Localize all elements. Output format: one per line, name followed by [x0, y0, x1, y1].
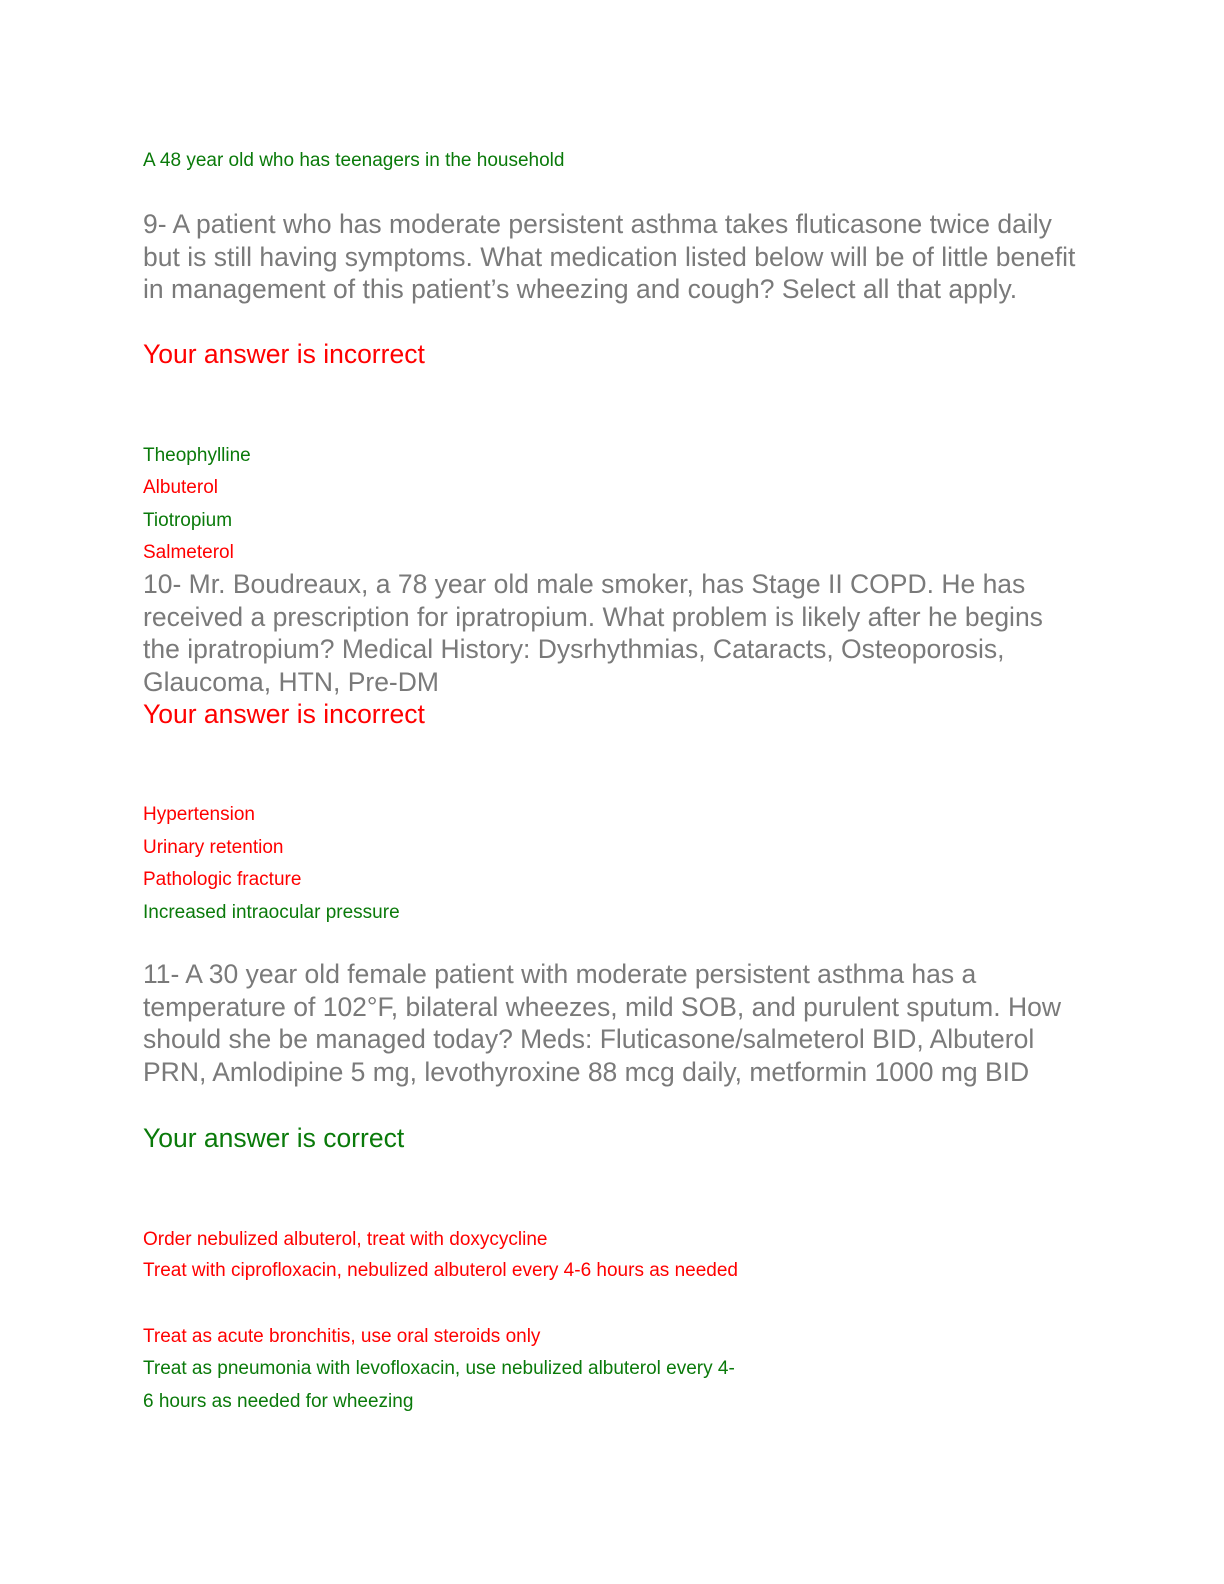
question-10-text: 10- Mr. Boudreaux, a 78 year old male smoker, has Stage II COPD. He has received a prescription for ipratropium. What problem is likely after he begins the ipratropium? Medical History: Dysrhythmias, Cataracts, Osteoporosis, Glaucoma, HTN, Pre-DM — [143, 569, 1043, 697]
question-11-option-2: Treat with ciprofloxacin, nebulized albuterol every 4-6 hours as needed — [143, 1260, 738, 1281]
question-10-option-3: Pathologic fracture — [143, 869, 302, 890]
question-10-option-2: Urinary retention — [143, 837, 284, 858]
question-10-option-4: Increased intraocular pressure — [143, 902, 400, 923]
top-answer-option: A 48 year old who has teenagers in the household — [143, 150, 565, 171]
question-11-result: Your answer is correct — [143, 1123, 405, 1153]
question-9-result: Your answer is incorrect — [143, 339, 425, 369]
question-9-option-1: Theophylline — [143, 445, 251, 466]
question-10-option-1: Hypertension — [143, 804, 255, 825]
question-9-option-2: Albuterol — [143, 477, 218, 498]
question-9-option-3: Tiotropium — [143, 510, 233, 531]
question-11-option-4: Treat as pneumonia with levofloxacin, use nebulized albuterol every 4-6 hours as needed for wheezing — [143, 1358, 735, 1412]
question-10-result: Your answer is incorrect — [143, 699, 425, 729]
question-11-text: 11- A 30 year old female patient with moderate persistent asthma has a temperature of 102°F, bilateral wheezes, mild SOB, and purulent sputum. How should she be managed today? Meds: Fluticasone/salmeterol BID, Albuterol PRN, Amlodipine 5 mg, levothyroxine 88 mcg daily, metformin 1000 mg BID — [143, 959, 1061, 1087]
question-9-text: 9- A patient who has moderate persistent asthma takes fluticasone twice daily but is still having symptoms. What medication listed below will be of little benefit in management of this patient’s wheezing and cough? Select all that apply. — [143, 209, 1076, 304]
question-9-option-4: Salmeterol — [143, 542, 234, 563]
question-11-option-1: Order nebulized albuterol, treat with doxycycline — [143, 1229, 548, 1250]
question-11-option-3: Treat as acute bronchitis, use oral steroids only — [143, 1326, 541, 1347]
